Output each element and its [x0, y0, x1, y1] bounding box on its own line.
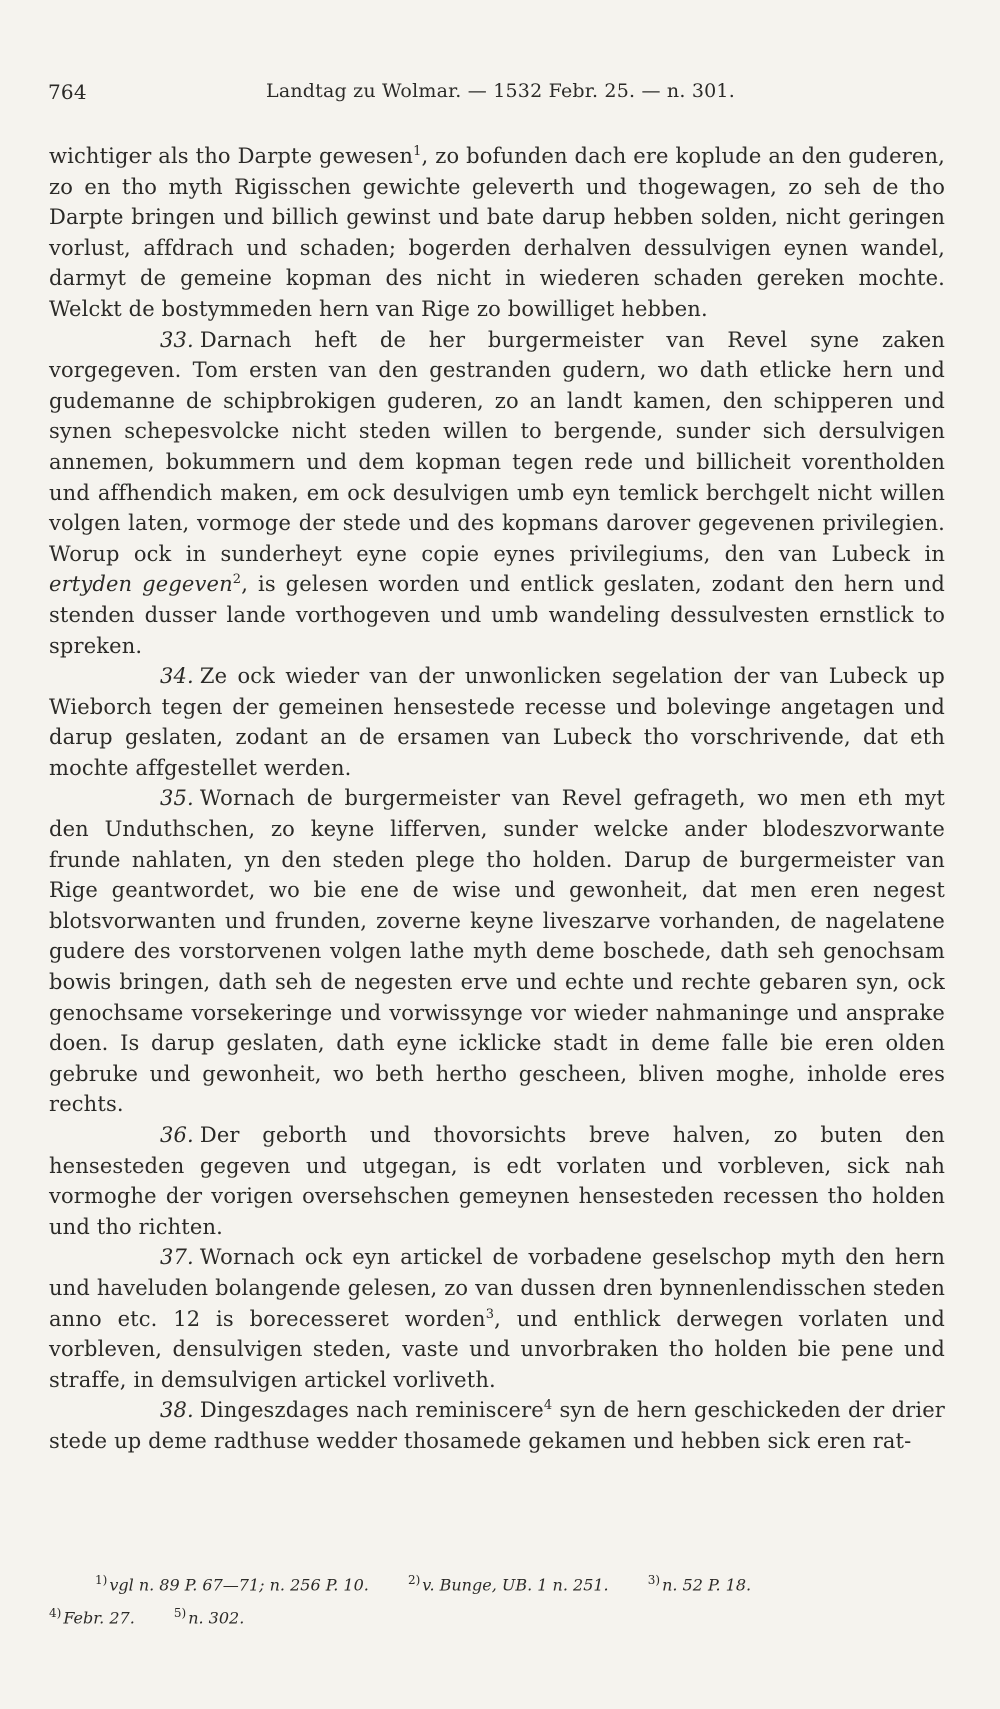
footnote-mark: 3): [647, 1573, 661, 1587]
footnote-ref: 4: [543, 1398, 553, 1414]
footnote-mark: 1): [95, 1573, 108, 1587]
paragraph-text: , und enthlick derwegen vorlaten und vorbleven, densulvigen steden, vaste und unvorbraken tho holden bie pene und straffe, in demsulvigen artickel vorliveth.: [49, 1306, 945, 1392]
paragraph-text: Wornach de burgermeister van Revel gefrageth, wo men eth myt den Unduthschen, zo keyne lifferven, sunder welcke ander blodeszvorwante frunde nahlaten, yn den steden plege tho holden. Darup de burgermeister van Rige geantwordet, wo bie ene de wise und gewonheit, dat men eren negest blotsvorwanten und frunden, zoverne keyne liveszarve vorhanden, de nagelatene gudere des vorstorvenen volgen lathe myth deme boschede, dath seh genochsam bowis bringen, dath seh de negesten erve und echte und rechte gebaren syn, ock genochsame vorsekeringe und vorwissynge vor wieder nahmaninge und ansprake doen. Is darup geslaten, dath eyne icklicke stadt in deme falle bie eren olden gebruke und gewonheit, wo beth hertho gescheen, bliven moghe, inholde eres rechts.: [49, 786, 945, 1117]
footnote-line: [49, 1566, 945, 1599]
footnote-text: v. Bunge, UB. 1 n. 251.: [422, 1575, 609, 1595]
footnote-text: vgl n. 89 P. 67—71; n. 256 P. 10.: [109, 1575, 369, 1595]
footnote-mark: 5): [173, 1606, 187, 1621]
paragraph-34: [49, 661, 945, 783]
paragraph-text: Dingeszdages nach reminiscere: [199, 1398, 544, 1423]
footnote-ref: 2: [232, 572, 242, 588]
paragraph-text: , is gelesen worden und entlick geslaten, zodant den hern und stenden dusser lande vorthogeven und umb wandeling dessulvesten ernstlick to spreken.: [49, 572, 945, 658]
paragraph-text: Darnach heft de her burgermeister van Revel syne zaken vorgegeven. Tom ersten van den gestranden gudern, wo dath etlicke hern und gudemanne de schipbrokigen guderen, zo an landt kamen, den schipperen und synen schepesvolcke nicht steden willen to bergende, sunder sich dersulvigen annemen, bokummern und dem kopman tegen rede und billicheit vorentholden und affhendich maken, em ock desulvigen umb eyn temlick berchgelt nicht willen volgen laten, vormoge der stede und des kopmans darover gegevenen privilegien. Worup ock in sunderheyt eyne copie eynes privilegiums, den van Lubeck in: [49, 327, 945, 566]
footnote-ref: 1: [413, 144, 422, 159]
paragraph-text: syn de hern geschickeden der drier stede up deme radthuse wedder thosamede gekamen und hebben sick eren rat-: [49, 1398, 945, 1453]
footnote-5: [174, 1599, 244, 1632]
footnote-text: Febr. 27.: [63, 1608, 135, 1628]
footnote-2: [408, 1566, 609, 1599]
paragraph-36: [49, 1120, 945, 1242]
footnote-4: [49, 1599, 135, 1632]
paragraph-number: 37.: [160, 1245, 194, 1270]
page-number: 764: [48, 80, 87, 104]
paragraph-text: Ze ock wieder van der unwonlicken segelation der van Lubeck up Wieborch tegen der gemeinen hensestede recesse und bolevinge angetagen und darup geslaten, zodant an de ersamen van Lubeck tho vorschrivende, dat eth mochte affgestellet werden.: [49, 664, 945, 780]
footnote-1: [95, 1566, 369, 1599]
paragraph-continuation: [49, 141, 945, 325]
footnote-text: n. 52 P. 18.: [662, 1575, 752, 1595]
paragraph-number: 33.: [160, 327, 194, 352]
paragraph-number: 38.: [160, 1398, 194, 1423]
running-head: Landtag zu Wolmar. — 1532 Febr. 25. — n. 301.: [266, 80, 735, 102]
body-text: [49, 141, 945, 1457]
paragraph-text: Wornach ock eyn artickel de vorbadene geselschop myth den hern und haveluden bolangende gelesen, zo van dussen dren bynnenlendisschen steden anno etc. 12 is borecesseret worden: [49, 1245, 945, 1331]
footnote-ref: 3: [485, 1306, 495, 1322]
footnotes: [49, 1566, 945, 1633]
page-header: [48, 80, 940, 108]
footnote-line: [49, 1599, 945, 1632]
paragraph-number: 36.: [160, 1123, 194, 1147]
footnote-mark: 4): [49, 1606, 62, 1621]
footnote-3: [648, 1566, 751, 1599]
paragraph-37: [49, 1242, 945, 1395]
footnote-mark: 2): [407, 1573, 421, 1587]
paragraph-text: , zo bofunden dach ere koplude an den guderen, zo en tho myth Rigisschen gewichte geleverth und thogewagen, zo seh de tho Darpte bringen und billich gewinst und bate darup hebben solden, nicht geringen vorlust, affdrach und schaden; bogerden derhalven dessulvigen eynen wandel, darmyt de gemeine kopman des nicht in wiederen schaden gereken mochte. Welckt de bostymmeden hern van Rige zo bowilliget hebben.: [49, 144, 945, 321]
paragraph-35: [49, 783, 945, 1120]
paragraph-38: [49, 1395, 945, 1456]
paragraph-33: [49, 325, 945, 662]
paragraph-text: wichtiger als tho Darpte gewesen: [49, 144, 414, 168]
paragraph-italic-text: ertyden gegeven: [49, 572, 233, 597]
paragraph-number: 34.: [160, 664, 194, 689]
paragraph-number: 35.: [160, 786, 194, 811]
footnote-text: n. 302.: [188, 1608, 245, 1628]
paragraph-text: Der geborth und thovorsichts breve halven, zo buten den hensesteden gegeven und utgegan, is edt vorlaten und vorbleven, sick nah vormoghe der vorigen oversehschen gemeynen hensesteden recessen tho holden und tho richten.: [49, 1123, 945, 1239]
